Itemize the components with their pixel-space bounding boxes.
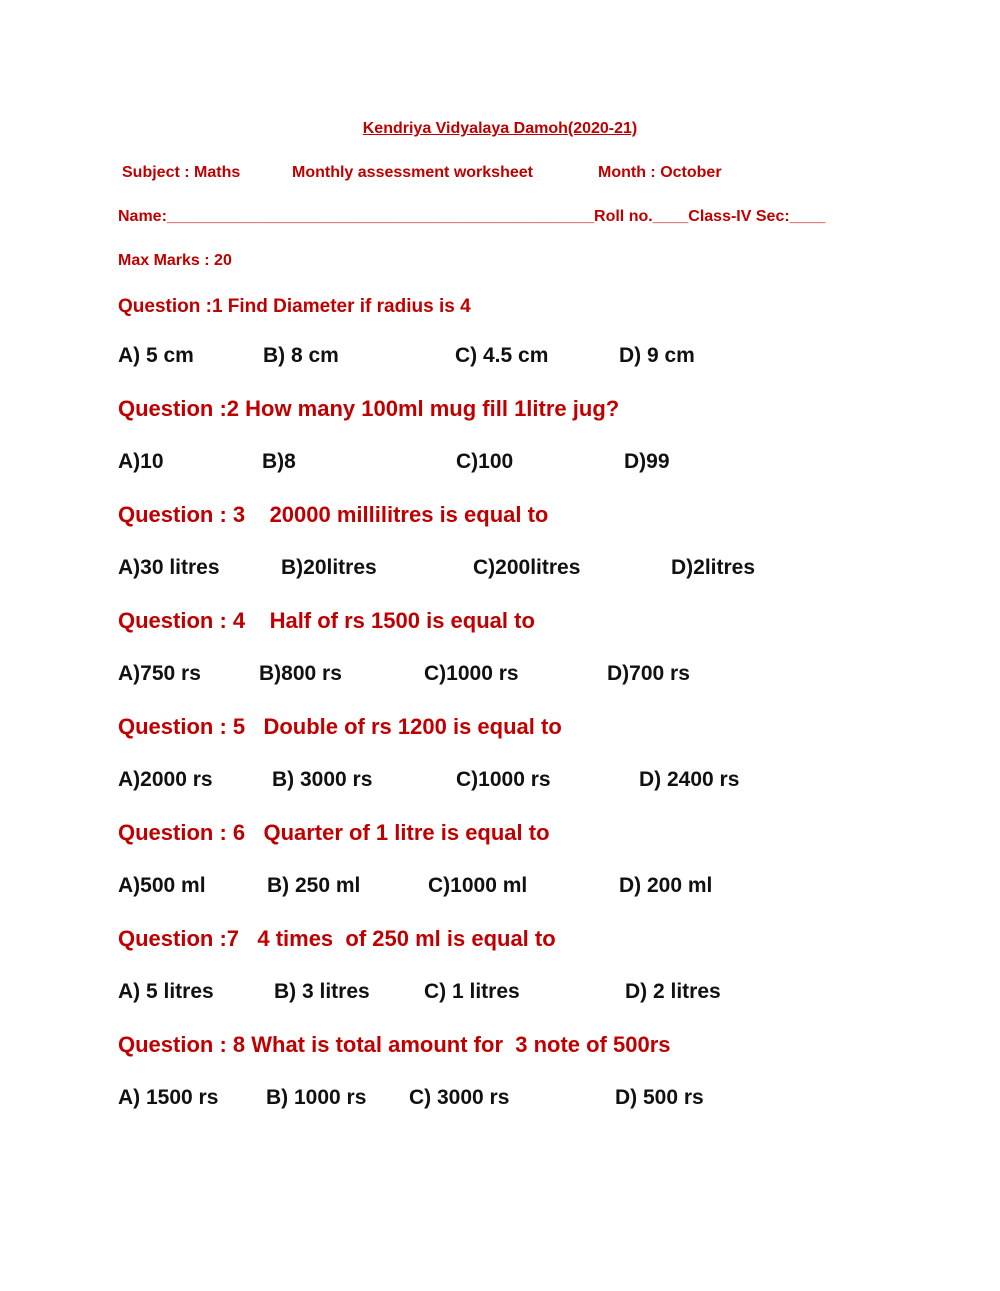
name-roll-class-line: Name:________________________________________________Roll no.____Class-IV Sec:____ <box>118 208 826 225</box>
q1-option-d: D) 9 cm <box>619 344 695 367</box>
question-1: Question :1 Find Diameter if radius is 4 <box>118 296 471 317</box>
q8-option-a: A) 1500 rs <box>118 1086 219 1109</box>
q1-option-b: B) 8 cm <box>263 344 339 367</box>
q4-option-b: B)800 rs <box>259 662 342 685</box>
q8-option-c: C) 3000 rs <box>409 1086 510 1109</box>
question-3: Question : 3 20000 millilitres is equal to <box>118 502 549 527</box>
q7-option-d: D) 2 litres <box>625 980 721 1003</box>
q5-option-a: A)2000 rs <box>118 768 213 791</box>
q1-option-a: A) 5 cm <box>118 344 194 367</box>
school-title: Kendriya Vidyalaya Damoh(2020-21) <box>362 120 638 137</box>
q2-option-a: A)10 <box>118 450 164 473</box>
q6-option-c: C)1000 ml <box>428 874 528 897</box>
q7-option-b: B) 3 litres <box>274 980 370 1003</box>
q8-option-d: D) 500 rs <box>615 1086 704 1109</box>
q7-option-c: C) 1 litres <box>424 980 520 1003</box>
q2-option-d: D)99 <box>624 450 670 473</box>
q4-option-a: A)750 rs <box>118 662 201 685</box>
q8-option-b: B) 1000 rs <box>266 1086 367 1109</box>
subject-label: Subject : Maths <box>122 164 241 181</box>
question-2: Question :2 How many 100ml mug fill 1litre jug? <box>118 396 620 421</box>
q3-option-c: C)200litres <box>473 556 581 579</box>
q2-option-b: B)8 <box>262 450 296 473</box>
q1-option-c: C) 4.5 cm <box>455 344 549 367</box>
q4-option-d: D)700 rs <box>607 662 690 685</box>
question-4: Question : 4 Half of rs 1500 is equal to <box>118 608 535 633</box>
question-7: Question :7 4 times of 250 ml is equal to <box>118 926 556 951</box>
q3-option-b: B)20litres <box>281 556 377 579</box>
q6-option-b: B) 250 ml <box>267 874 361 897</box>
q6-option-a: A)500 ml <box>118 874 206 897</box>
question-6: Question : 6 Quarter of 1 litre is equal to <box>118 820 550 845</box>
q5-option-d: D) 2400 rs <box>639 768 740 791</box>
q5-option-c: C)1000 rs <box>456 768 551 791</box>
question-8: Question : 8 What is total amount for 3 note of 500rs <box>118 1032 671 1057</box>
question-5: Question : 5 Double of rs 1200 is equal to <box>118 714 562 739</box>
q6-option-d: D) 200 ml <box>619 874 713 897</box>
q3-option-d: D)2litres <box>671 556 756 579</box>
q3-option-a: A)30 litres <box>118 556 220 579</box>
worksheet-label: Monthly assessment worksheet <box>292 164 533 181</box>
max-marks: Max Marks : 20 <box>118 252 232 269</box>
q7-option-a: A) 5 litres <box>118 980 214 1003</box>
q4-option-c: C)1000 rs <box>424 662 519 685</box>
month-label: Month : October <box>598 164 722 181</box>
q5-option-b: B) 3000 rs <box>272 768 373 791</box>
q2-option-c: C)100 <box>456 450 514 473</box>
